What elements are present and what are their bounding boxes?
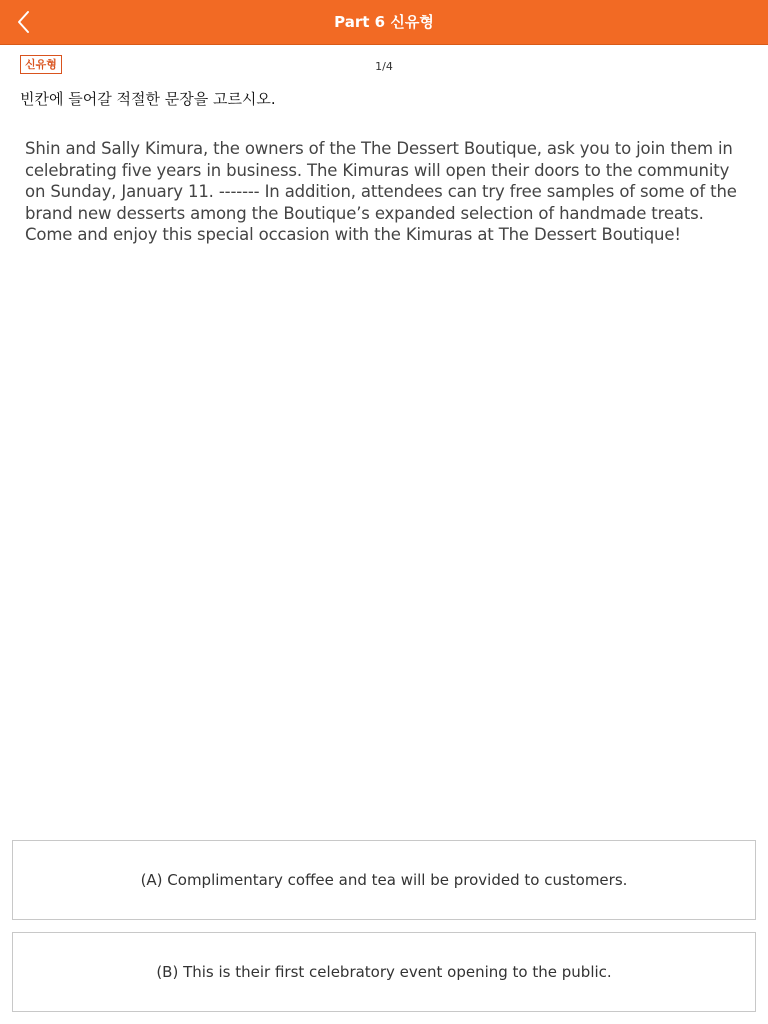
question-instruction: 빈칸에 들어갈 적절한 문장을 고르시오. bbox=[20, 90, 276, 108]
page-counter: 1/4 bbox=[375, 60, 393, 73]
new-type-badge: 신유형 bbox=[20, 55, 62, 74]
answer-option-a[interactable] bbox=[12, 840, 756, 920]
navigation-bar bbox=[0, 0, 768, 45]
answer-option-b[interactable] bbox=[12, 932, 756, 1012]
answer-option-a-label: (A) Complimentary coffee and tea will be provided to customers. bbox=[140, 871, 628, 889]
question-passage: Shin and Sally Kimura, the owners of the The Dessert Boutique, ask you to join them in celebrating five years in business. The Kimuras will open their doors to the community on Sunday, January 11. ------- In addition, attendees can try free samples of some of the brand new desserts among the Boutique’s expanded selection of handmade treats. Come and enjoy this special occasion with the Kimuras at The Dessert Boutique! bbox=[25, 139, 737, 244]
answer-option-b-label: (B) This is their first celebratory event opening to the public. bbox=[156, 963, 612, 981]
page-title: Part 6 신유형 bbox=[334, 13, 434, 31]
